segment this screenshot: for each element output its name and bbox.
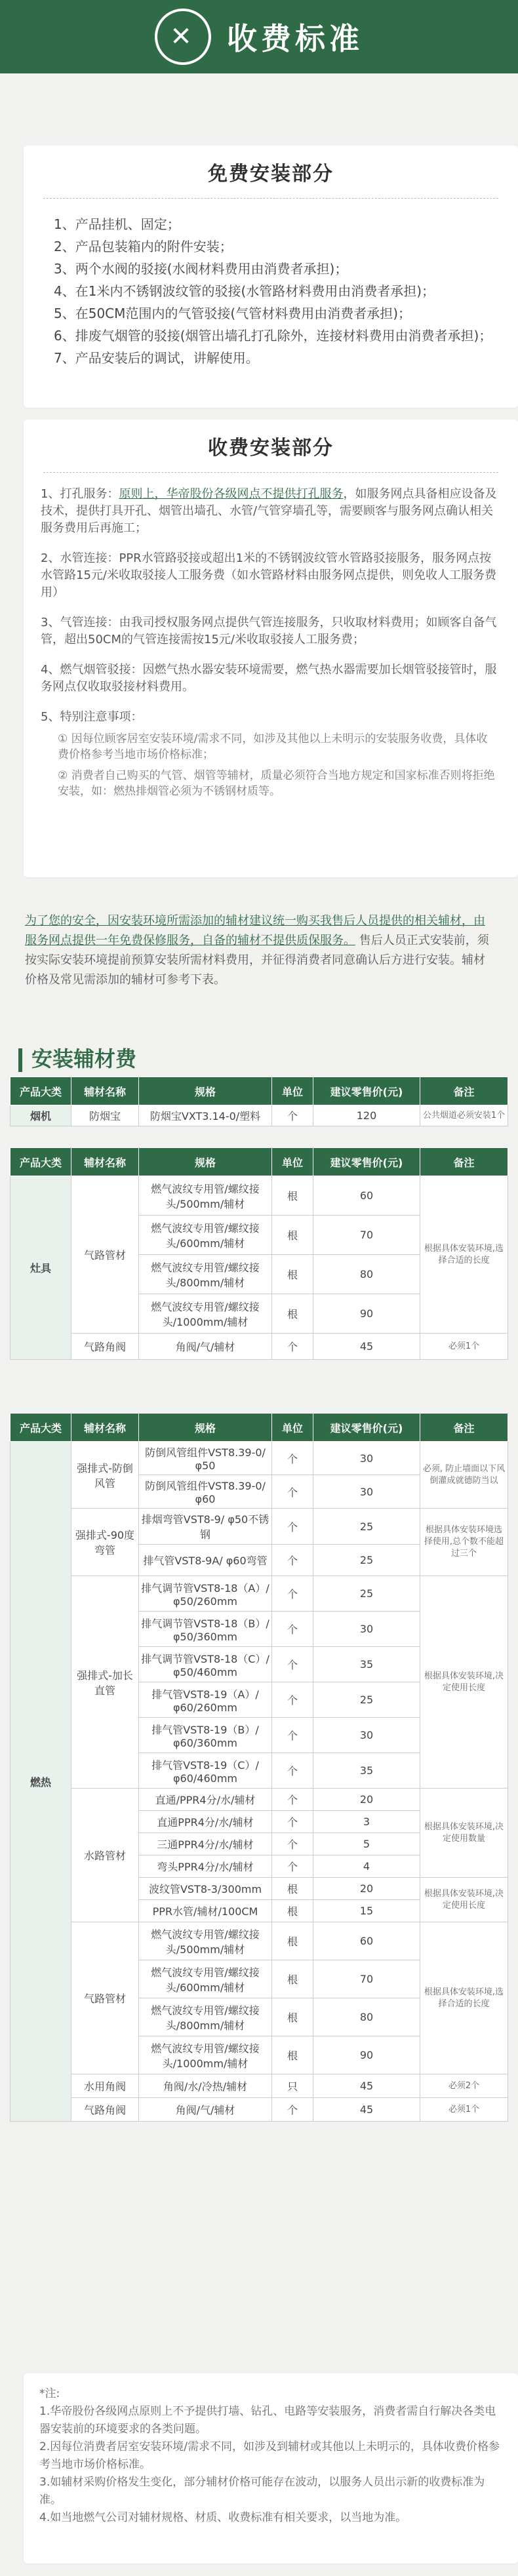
table-row: 燃气波纹专用管/螺纹接头/800mm/辅材 根 80 [10,1998,508,2036]
table-row: PPR水管/辅材/100CM 根 15 [10,1900,508,1922]
table-row: 排气管VST8-9A/ φ60弯管 个 25 [10,1545,508,1576]
table-row: 防倒风管组件VST8.39-0/ φ60 个 30 [10,1475,508,1509]
table-row: 燃气波纹专用管/螺纹接头/1000mm/辅材 根 90 [10,1294,508,1334]
table-row: 弯头PPR4分/水/辅材 个 4 [10,1855,508,1878]
page-header [0,0,518,73]
list-item: 2、产品包装箱内的附件安装； [54,239,233,254]
paid-item-2: 2、水管连接：PPR水管路驳接或超出1米的不锈钢波纹管水管路驳接服务，服务网点按水管路15元/米收取驳接人工服务费（如水管路材料由服务网点提供，则免收人工服务费用） [41,551,496,599]
table-row: 排气调节管VST8-18（C）/ φ50/460mm 个 35 [10,1647,508,1682]
table-row: 气路角阀 角阀/气/辅材 个 45 必须1个 [10,2098,508,2122]
footnote-1: 1.华帝股份各级网点原则上不予提供打墙、钻孔、电路等安装服务，消费者需自行解决各类电器安装前的环境要求的各类问题。 [39,2405,496,2436]
footnote-title: *注: [39,2387,60,2400]
table-row: 燃气波纹专用管/螺纹接头/800mm/辅材 根 80 [10,1255,508,1294]
paid-subitem-2: ② 消费者自己购买的气管、烟管等辅材，质量必须符合当地方规定和国家标准否则将拒绝安装，如：燃热排烟管必须为不锈钢材质等。 [58,769,495,798]
list-item: 7、产品安装后的调试，讲解使用。 [54,350,259,366]
notice-block: 为了您的安全，因安装环境所需添加的辅材建议统一购买我售后人员提供的相关辅材，由服务网点提供一年免费保修服务，自备的辅材不提供质保服务。 售后人员正式安装前，须按实际安装环境提前预算安装所需材料费用，并征得消费者同意确认后方进行安装。辅材价格及常见需添加的辅材可参考下表。 [25,914,489,987]
list-item: 1、产品挂机、固定； [54,216,180,232]
list-item: 5、在50CM范围内的气管驳接(气管材料费用由消费者承担)； [54,306,411,321]
table-row: 直通PPR4分/水/辅材 个 3 [10,1811,508,1833]
table-row: 水路管材 直通/PPR4分/水/辅材 个 20 根据具体安装环境,决定使用数量 [10,1789,508,1811]
table-row: 排气调节管VST8-18（B）/ φ50/360mm 个 30 [10,1612,508,1647]
list-item: 3、两个水阀的驳接(水阀材料费用由消费者承担)； [54,261,348,277]
table-row: 气路角阀 角阀/气/辅材 个 45 必须1个 [10,1334,508,1360]
hood-table: 产品大类 辅材名称 规格 单位 建议零售价(元) 备注 烟机 防烟宝 防烟宝VXT3.14-0/塑料 个 120 公共烟道必须安装1个 [0,1077,508,1126]
table-row: 灶具 气路管材 燃气波纹专用管/螺纹接头/500mm/辅材 根 60 根据具体安装环境,选择合适的长度 [10,1176,508,1216]
heater-table: 产品大类 辅材名称 规格 单位 建议零售价(元) 备注 燃热 强排式-防倒风管 防倒风管组件VST8.39-0/ φ50 个 30 必须, 防止墙面以下风倒灌成就德防当以 防倒风管组件VST8.39-0/ φ60 个 30 强排式-90度弯管 排烟弯管VST8-9/ φ50不锈钢 个 25 根据具体安装环境选择使用,总个数不能超过三个 排气管VST8-9A/ φ60弯管 个 25 强排式-加长直管 排气调节管VST8-18（A）/ φ50/260mm 个 25 根据具体安装环境,决定使用长度 排气调节管VST8-18（B）/ φ50/360mm 个 30 排气调节管VST8-18（C）/ φ50/460mm 个 35 排气管VST8-19（A）/ φ60/260mm 个 25 排气管VST8-19（B）/ φ60/360mm 个 30 排气管VST8-19（C）/ φ60/460mm 个 35 水路管材 直通/PPR4分/水/辅材 个 20 根据具体安装环境,决定使用数量 直通PPR4分/水/辅材 个 3 三通PPR4分/水/辅材 个 5 弯头PPR4分/水/辅材 个 4 波纹管VST8-3/300mm 根 20 根据具体安装环境,决定使用长度 PPR水管/辅材/100CM 根 15 气路管材 燃气波纹专用管/螺纹接头/500mm/辅材 根 60 根据具体安装环境,选择合适的长度 燃气波纹专用管/螺纹接头/600mm/辅材 根 70 燃气波纹专用管/螺纹接头/800mm/辅材 根 80 燃气波纹专用管/螺纹接头/1000mm/辅材 根 90 水用角阀 角阀/水/冷热/辅材 只 45 必须2个 气路角阀 角阀/气/辅材 个 45 必须1个 [0,1413,508,2122]
list-item: 6、排废气烟管的驳接(烟管出墙孔打孔除外，连接材料费用由消费者承担)； [54,328,492,344]
footnote-3: 3.如辅材采购价格发生变化，部分辅材价格可能存在波动，以服务人员出示新的收费标准为准。 [39,2476,485,2507]
table-row: 排气管VST8-19（C）/ φ60/460mm 个 35 [10,1753,508,1789]
table-row: 燃气波纹专用管/螺纹接头/600mm/辅材 根 70 [10,1216,508,1255]
free-install-card [24,146,518,408]
divider [43,472,498,473]
paid-title: 收费安装部分 [208,437,334,460]
table-row: 燃气波纹专用管/螺纹接头/600mm/辅材 根 70 [10,1960,508,1998]
section-title: 安装辅材费 [18,1042,136,1073]
table-row: 三通PPR4分/水/辅材 个 5 [10,1833,508,1855]
table-row: 强排式-加长直管 排气调节管VST8-18（A）/ φ50/260mm 个 25 根据具体安装环境,决定使用长度 [10,1576,508,1612]
paid-install-card [24,420,518,877]
table-row: 气路管材 燃气波纹专用管/螺纹接头/500mm/辅材 根 60 根据具体安装环境,选择合适的长度 [10,1922,508,1960]
footnote-2: 2.因每位消费者居室安装环境/需求不同，如涉及到辅材或其他以上未明示的，具体收费价格参考当地市场价格标准。 [39,2440,500,2471]
paid-item-4: 4、燃气烟管驳接：因燃气热水器安装环境需要，燃气热水器需要加长烟管驳接管时，服务网点仅收取驳接材料费用。 [41,663,497,694]
footnote-card [24,2373,518,2564]
free-title: 免费安装部分 [208,163,334,186]
stove-table: 产品大类 辅材名称 规格 单位 建议零售价(元) 备注 灶具 气路管材 燃气波纹专用管/螺纹接头/500mm/辅材 根 60 根据具体安装环境,选择合适的长度 燃气波纹专用管/螺纹接头/600mm/辅材 根 70 燃气波纹专用管/螺纹接头/800mm/辅材 根 80 燃气波纹专用管/螺纹接头/1000mm/辅材 根 90 气路角阀 角阀/气/辅材 个 45 必须1个 [0,1147,508,1360]
table-row: 燃热 强排式-防倒风管 防倒风管组件VST8.39-0/ φ50 个 30 必须, 防止墙面以下风倒灌成就德防当以 [10,1442,508,1475]
paid-item-3: 3、气管连接：由我司授权服务网点提供气管连接服务，只收取材料费用；如顾客自备气管，超出50CM的气管连接需按15元/米收取驳接人工服务费； [41,616,497,646]
table-row: 燃气波纹专用管/螺纹接头/1000mm/辅材 根 90 [10,2036,508,2074]
footnote-4: 4.如当地燃气公司对辅材规格、材质、收费标准有相关要求，以当地为准。 [39,2511,407,2524]
wrench-screwdriver-icon: ✕ [155,9,211,65]
table-row: 烟机 防烟宝 防烟宝VXT3.14-0/塑料 个 120 公共烟道必须安装1个 [10,1105,508,1126]
table-row: 排气管VST8-19（B）/ φ60/360mm 个 30 [10,1718,508,1753]
table-row: 排气管VST8-19（A）/ φ60/260mm 个 25 [10,1682,508,1718]
table-row: 波纹管VST8-3/300mm 根 20 根据具体安装环境,决定使用长度 [10,1878,508,1900]
list-item: 4、在1米内不锈钢波纹管的驳接(水管路材料费用由消费者承担)； [54,283,435,299]
table-row: 水用角阀 角阀/水/冷热/辅材 只 45 必须2个 [10,2074,508,2098]
free-list [24,199,518,369]
page-title: 收费标准 [227,21,363,56]
paid-item-1: 1、打孔服务：原则上，华帝股份各级网点不提供打孔服务，如服务网点具备相应设备及技术，提供打具开孔、烟管出墙孔、水管/气管穿墙孔等，需要顾客与服务网点确认相关服务费用后再施工； [41,487,497,535]
table-row: 强排式-90度弯管 排烟弯管VST8-9/ φ50不锈钢 个 25 根据具体安装环境选择使用,总个数不能超过三个 [10,1509,508,1545]
paid-subitem-1: ① 因每位顾客居室安装环境/需求不同，如涉及其他以上未明示的安装服务收费，具体收费价格参考当地市场价格标准； [58,732,488,761]
paid-item-5: 5、特别注意事项： [41,710,143,724]
